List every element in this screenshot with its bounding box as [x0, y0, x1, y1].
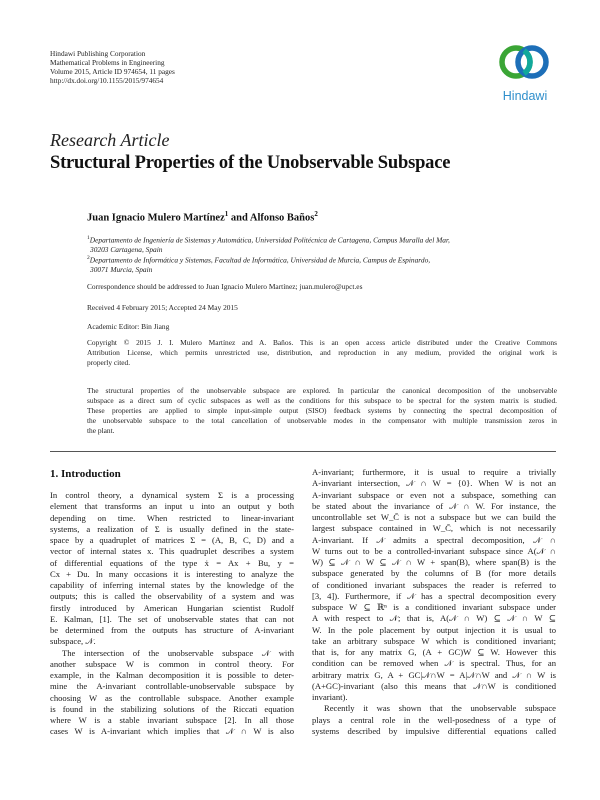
body-text-line: largest subspace contained in W_C̄, which is not necessarily	[312, 523, 556, 534]
body-text-line: be stated about the invariance of 𝒩 ∩ W. For instance, the	[312, 500, 556, 511]
body-text-line: (A+GC)-invariant (also this means that 𝒩∩W is conditioned	[312, 680, 556, 691]
body-column-left	[50, 490, 294, 738]
affiliation-text: 30203 Cartagena, Spain	[90, 245, 163, 255]
body-text-line: Recently it was shown that the unobservable subspace	[324, 703, 556, 714]
copyright-line: Attribution License, which permits unrestricted use, distribution, and reproduction in any medium, provided the original work is	[87, 347, 557, 357]
body-text-line: be determined from the outputs has structure of A-invariant	[50, 625, 294, 635]
body-text-line: firstly introduced by American Hungarian scientist Rudolf	[50, 602, 294, 613]
body-text-line: example, in the Kalman decomposition it is possible to deter-	[50, 670, 294, 680]
header-journal: Mathematical Problems in Engineering	[50, 58, 165, 68]
body-column-right	[312, 467, 556, 737]
hindawi-logo	[494, 40, 556, 108]
abstract-line: the plant.	[87, 425, 115, 435]
body-text-line: A-invariant. If 𝒩 admits a spectral decomposition, 𝒩 ∩	[312, 534, 556, 545]
body-text-line: of differential equations of the type ẋ = Ax + Bu, y =	[50, 557, 294, 568]
section-heading: 1. Introduction	[50, 468, 121, 480]
body-text-line: vector of internal states x. This quadruplet describes a system	[50, 546, 294, 557]
body-text-line: A-invariant; furthermore, it is usual to require a trivially	[312, 467, 556, 477]
header-publisher: Hindawi Publishing Corporation	[50, 49, 146, 58]
hindawi-rings-logo-icon	[494, 40, 556, 108]
body-text-line: uncontrollable set W_C̄ is not a subspace but we can build the	[312, 512, 556, 522]
body-text-line: W turns out to be a controlled-invariant subspace since A(𝒩 ∩	[312, 545, 556, 556]
body-text-line: condition can be removed when 𝒩 is spectral. Thus, for an	[312, 658, 556, 669]
affiliation-number: 2	[87, 255, 90, 261]
affiliation-text: Departamento de Informática y Sistemas, Facultad de Informática, Universidad de Murcia, Campus de Espinardo,	[89, 255, 431, 265]
body-text-line: In control theory, a dynamical system Σ is a processing	[50, 490, 294, 500]
correspondence: Correspondence should be addressed to Juan Ignacio Mulero Martínez; juan.mulero@upct.es	[87, 282, 363, 291]
body-text-line: that is, for any matrix G, (A + GC)W ⊆ W. However this	[312, 647, 556, 657]
body-text-line: systems described by impulsive differential equations called	[312, 725, 556, 736]
body-text-line: A-invariant intersection, 𝒩 ∩ W = {0}. When W is not an	[312, 478, 556, 489]
affiliation-text: Departamento de Ingeniería de Sistemas y Automática, Universidad Politécnica de Cartagena, Campus Muralla del Mar,	[89, 235, 450, 245]
affiliation-text: 30071 Murcia, Spain	[90, 265, 153, 275]
section-divider	[50, 451, 556, 452]
affiliation-2	[87, 254, 557, 275]
body-text-line: Cx + Du. In many occasions it is interesting to analyze the	[50, 568, 294, 579]
body-text-line: A-invariant subspace or even not a subspace, something can	[312, 489, 556, 500]
abstract-line: subspace as a direct sum of cyclic subspaces as well as the conditions for this subspace to be spectral for the system matrix is studied.	[87, 395, 557, 405]
affiliation-number: 1	[87, 235, 90, 241]
body-text-line: mine the A-invariant controllable-unobservable subspace by	[50, 681, 294, 692]
affiliation-1	[87, 234, 557, 255]
body-text-line: choosing W as the controllable subspace. Another example	[50, 692, 294, 703]
article-type: Research Article	[50, 130, 170, 150]
author-name: Juan Ignacio Mulero Martínez	[87, 212, 225, 224]
header-volume: Volume 2015, Article ID 974654, 11 pages	[50, 67, 175, 77]
copyright-line: properly cited.	[87, 357, 131, 367]
abstract	[87, 386, 557, 436]
body-text-line: invariant).	[312, 692, 348, 702]
copyright-notice	[87, 338, 557, 368]
body-text-line: [3, 4]). Furthermore, if 𝒩 has a spectral decomposition every	[312, 590, 556, 601]
body-text-line: subspace, 𝒩.	[50, 636, 96, 647]
academic-editor: Academic Editor: Bin Jiang	[87, 322, 170, 331]
author-name: Alfonso Baños	[249, 212, 315, 224]
body-text-line: capability of inferring internal states by the knowledge of the	[50, 580, 294, 590]
body-text-line: A with respect to 𝒩; that is, A(𝒩 ∩ W) ⊆ 𝒩 ∩ W ⊆	[312, 613, 556, 624]
body-text-line: subspace generated by the columns of B (for more details	[312, 568, 556, 579]
body-text-line: systems, a realization of Σ is usually defined in the state-	[50, 523, 294, 534]
body-text-line: depending on time. When restricted to linear-invariant	[50, 512, 294, 523]
journal-header	[50, 49, 350, 85]
received-date: Received 4 February 2015; Accepted 24 May 2015	[87, 303, 238, 312]
body-text-line: The intersection of the unobservable subspace 𝒩 with	[62, 647, 294, 658]
affiliation-marker: 2	[314, 210, 318, 218]
body-text-line: W) ⊆ 𝒩 ∩ W ⊆ 𝒩 ∩ W + span(B), where span(B) is the	[312, 557, 556, 567]
paper-title: Structural Properties of the Unobservable Subspace	[50, 153, 451, 173]
abstract-line: The structural properties of the unobservable subspace are explored. In particular the canonical decomposition of the unobservable	[87, 386, 557, 395]
body-text-line: arbitrary matrix G, A + GC|𝒩∩W = A|𝒩∩W and 𝒩 ∩ W is	[312, 669, 556, 680]
body-text-line: where W is a stable invariant subspace [2]. In all those	[50, 715, 294, 725]
logo-text: Hindawi	[502, 89, 548, 103]
body-text-line: E. Kalman, [1]. The set of unobservable states that can not	[50, 613, 294, 624]
body-text-line: cases W is A-invariant which implies that 𝒩 ∩ W is also	[50, 726, 294, 737]
body-text-line: take an arbitrary subspace W which is conditioned invariant;	[312, 635, 556, 646]
body-text-line: another subspace W is common in control theory. For	[50, 658, 294, 669]
copyright-line: Copyright © 2015 J. I. Mulero Martínez and A. Baños. This is an open access article distributed under the Creative Commons	[87, 338, 557, 347]
affiliation-marker: 1	[224, 210, 229, 218]
abstract-line: the unobservable subspace to the total cancellation of unobservable modes in the compensator with multiple transmission zeros in	[87, 415, 557, 425]
body-text-line: subspace W ⊆ ℝⁿ is a conditioned invariant subspace under	[312, 602, 556, 612]
body-text-line: W. In the pole placement by output injection it is usual to	[312, 624, 556, 635]
body-text-line: plays a central role in the well-posedness of a type of	[312, 714, 556, 725]
body-text-line: is found in the stabilizing solutions of the Riccati equation	[50, 703, 294, 714]
author-conjunction: and	[228, 212, 250, 224]
author-list	[87, 210, 318, 224]
body-text-line: outputs; this is called the observability of a system and was	[50, 591, 294, 602]
body-text-line: space by a quadruplet of matrices Σ = (A, B, C, D) and a	[50, 535, 294, 545]
body-text-line: element that transforms an input u into an output y both	[50, 501, 294, 512]
header-doi-link[interactable]: http://dx.doi.org/10.1155/2015/974654	[50, 76, 164, 86]
abstract-line: These properties are applied to simple input-simple output (SISO) feedback systems by connecting the spectral decomposition of	[87, 405, 557, 415]
body-text-line: of conditioned invariant subspaces the reader is referred to	[312, 579, 556, 590]
